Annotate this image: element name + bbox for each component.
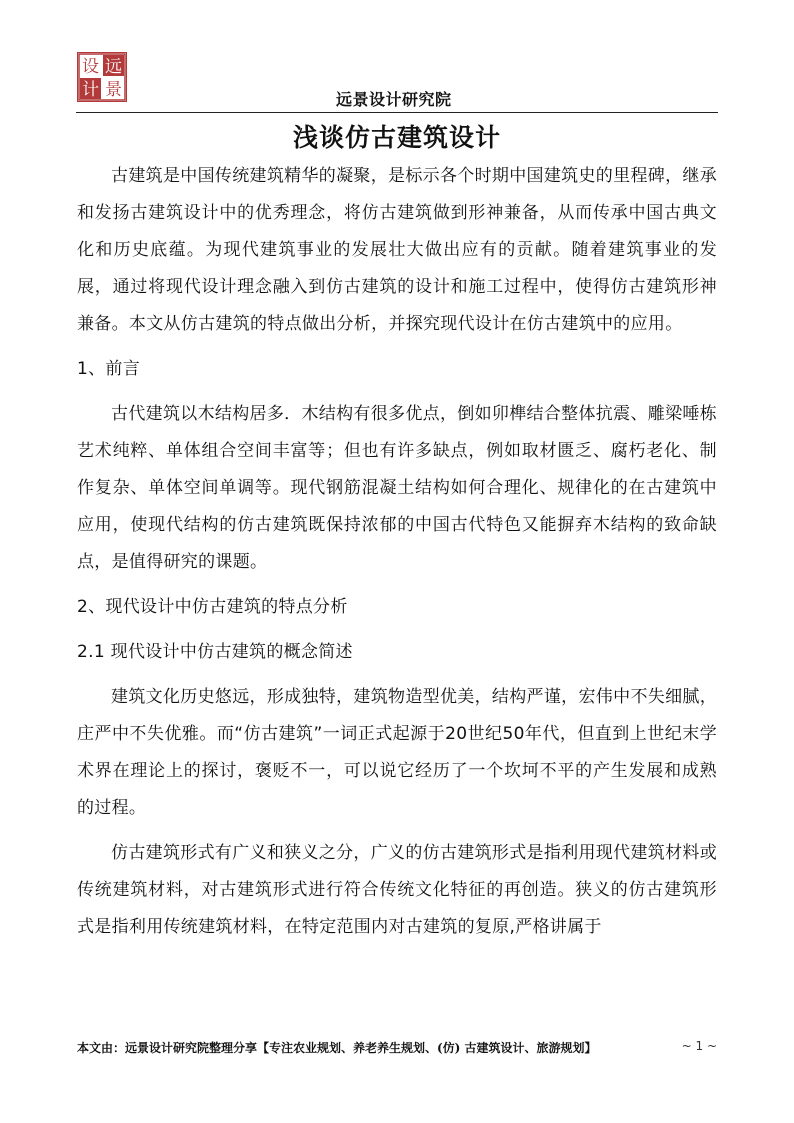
subsection-heading-concept: 2.1 现代设计中仿古建筑的概念简述	[77, 642, 353, 662]
footer-source: 本文由：远景设计研究院整理分享【专注农业规划、养老养生规划、(仿) 古建筑设计、旅游规划】	[77, 1041, 597, 1055]
svg-text:设: 设	[82, 57, 99, 77]
section-heading-preface: 1、前言	[77, 359, 141, 379]
logo-seal-icon	[78, 53, 126, 101]
paragraph-intro: 古建筑是中国传统建筑精华的凝聚，是标示各个时期中国建筑史的里程碑，继承和发扬古建筑设计中的优秀理念，将仿古建筑做到形神兼备，从而传承中国古典文化和历史底蕴。为现代建筑事业的发展壮大做出应有的贡献。随着建筑事业的发展，通过将现代设计理念融入到仿古建筑的设计和施工过程中，使得仿古建筑形神兼备。本文从仿古建筑的特点做出分析，并探究现代设计在仿古建筑中的应用。	[77, 166, 717, 334]
svg-text:景: 景	[105, 80, 122, 100]
paragraph-concept: 建筑文化历史悠远，形成独特，建筑物造型优美，结构严谨，宏伟中不失细腻，庄严中不失优雅。而“仿古建筑”一词正式起源于20世纪50年代，但直到上世纪末学术界在理论上的探讨，褒贬不一，可以说它经历了一个坎坷不平的产生发展和成熟的过程。	[77, 687, 717, 818]
svg-text:计: 计	[82, 80, 99, 100]
section-heading-analysis: 2、现代设计中仿古建筑的特点分析	[77, 597, 348, 617]
svg-text:远: 远	[105, 57, 122, 77]
header-divider	[76, 112, 718, 113]
logo	[77, 52, 127, 102]
page-number: ~ 1 ~	[681, 1039, 717, 1053]
paragraph-preface: 古代建筑以木结构居多．木结构有很多优点，倒如卯榫结合整体抗震、雕梁唾栋艺术纯粹、单体组合空间丰富等；但也有许多缺点，例如取材匮乏、腐朽老化、制作复杂、单体空间单调等。现代钢筋混凝土结构如何合理化、规律化的在古建筑中应用，使现代结构的仿古建筑既保持浓郁的中国古代特色又能摒弃木结构的致命缺点，是值得研究的课题。	[77, 404, 717, 572]
header-title: 远景设计研究院	[336, 90, 452, 109]
paragraph-forms: 仿古建筑形式有广义和狭义之分，广义的仿古建筑形式是指利用现代建筑材料或传统建筑材料，对古建筑形式进行符合传统文化特征的再创造。狭义的仿古建筑形式是指利用传统建筑材料，在特定范围内对古建筑的复原,严格讲属于	[77, 843, 717, 937]
document-body	[77, 158, 717, 946]
document-title: 浅谈仿古建筑设计	[292, 123, 501, 152]
